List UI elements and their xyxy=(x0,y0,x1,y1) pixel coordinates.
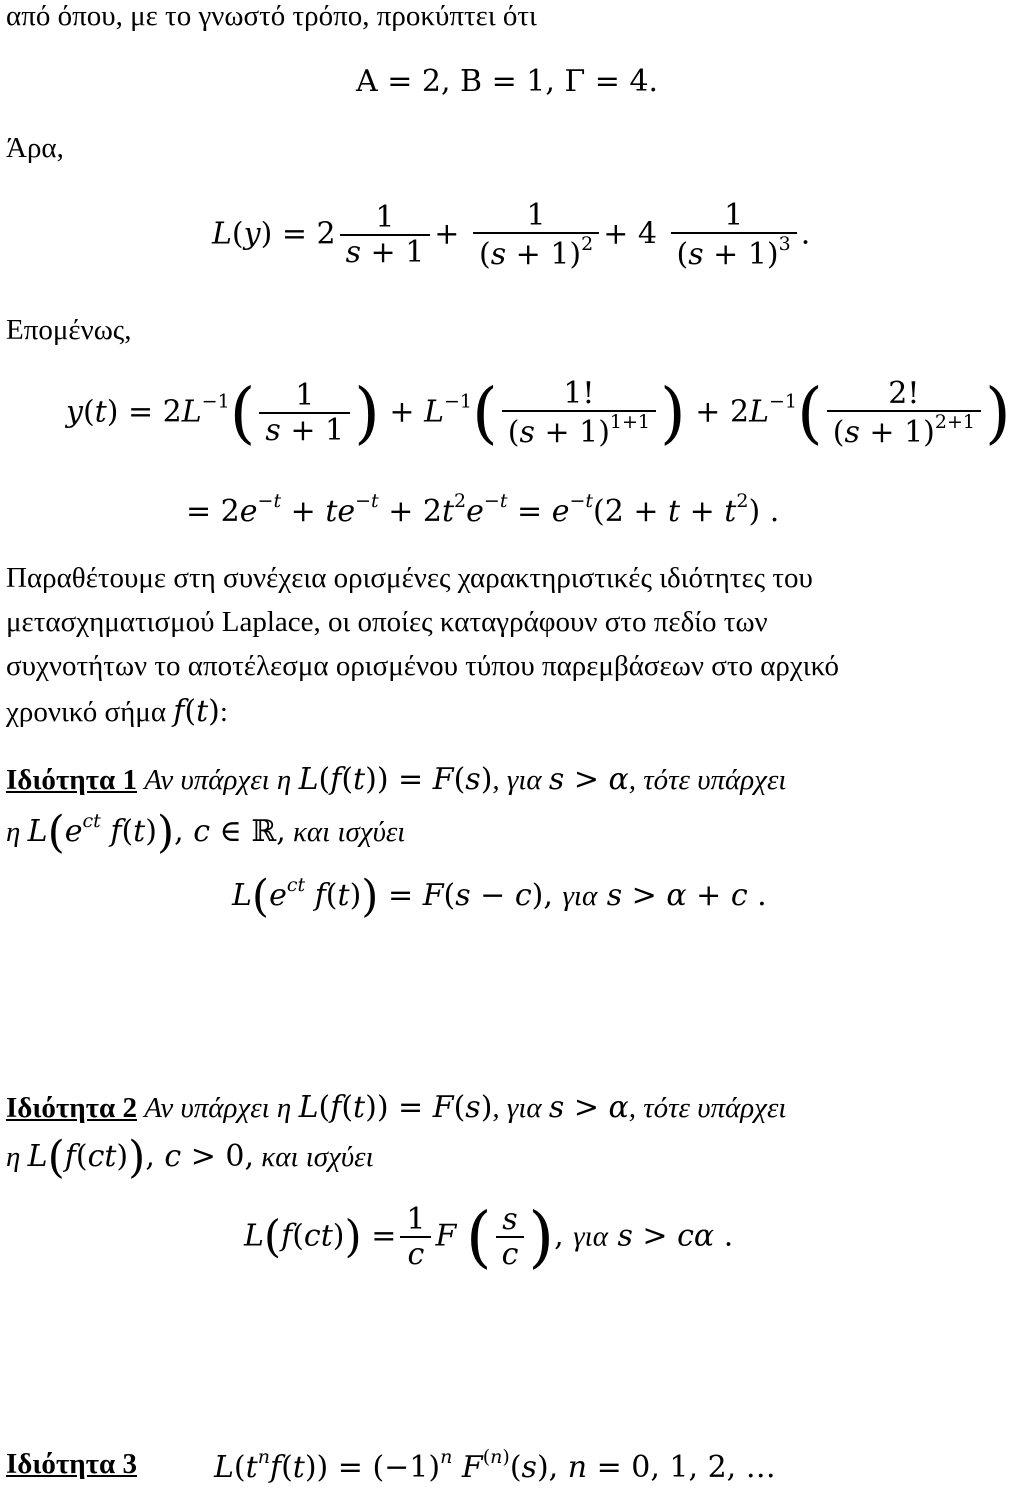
property-3-formula: $L(t^nf(t)) = (-1)^n$ $F^{(n)}(s)$, n = 0, 1, 2, … xyxy=(214,1446,776,1485)
property-1-formula: $L(e^{ct}$ f(t)) = F(s − c), για s > α + c . xyxy=(232,871,767,923)
property-2-text-gia: , για xyxy=(492,1092,542,1124)
property-1-line-2: η $L(e^{ct}$ f(t)), c ∈ ℝ, και ισχύει xyxy=(6,807,406,859)
property-1-label: Ιδιότητα 1 xyxy=(6,764,137,796)
intro-line: από όπου, με το γνωστό τρόπο, προκύπτει ότι xyxy=(6,0,537,32)
result-equation: = $2e^{-t} + te^{-t} + 2t^2e^{-t} = e^{-t}(2 + t + t^2)$ . xyxy=(186,490,780,529)
paragraph-line-3: συχνοτήτων το αποτέλεσμα ορισμένου τύπου παρεμβάσεων στο αρχικό xyxy=(6,650,840,682)
paragraph-line-4: χρονικό σήμα f(t): xyxy=(6,694,228,729)
property-2-text-an: Αν υπάρχει η xyxy=(144,1092,292,1124)
property-1-text-kai: και ισχύει xyxy=(293,816,406,848)
property-3-label: Ιδιότητα 3 xyxy=(6,1448,137,1480)
property-1-text-tote: , τότε υπάρχει xyxy=(628,764,787,796)
laplace-y-equation: L(y) = 2 $\frac{1}{s + 1}$ + $\frac{1}{(s + 1)^2}$ + 4 $\frac{1}{(s + 1)^3}$ . xyxy=(212,198,811,272)
paragraph-line-2: μετασχηματισμού Laplace, οι οποίες καταγράφουν στο πεδίο των xyxy=(6,606,768,638)
paragraph-line-4-text: χρονικό σήμα xyxy=(6,696,167,728)
property-2-line-1: Ιδιότητα 2 Αν υπάρχει η L(f(t)) = F(s), για s > α, τότε υπάρχει xyxy=(6,1090,787,1125)
property-2-label: Ιδιότητα 2 xyxy=(6,1092,137,1124)
paragraph-line-1: Παραθέτουμε στη συνέχεια ορισμένες χαρακτηριστικές ιδιότητες του xyxy=(6,562,813,594)
property-1-text-gia2: για xyxy=(562,880,598,912)
property-2-text-gia2: για xyxy=(573,1220,608,1253)
property-1-text-gia: , για xyxy=(492,764,542,796)
property-2-line-2: η L(f(ct)), c > 0, και ισχύει xyxy=(6,1132,374,1183)
property-2-text-tote: , τότε υπάρχει xyxy=(628,1092,787,1124)
property-1-text-eta: η xyxy=(6,816,21,848)
epomenos-label: Επομένως, xyxy=(6,314,132,346)
ara-label: Άρα, xyxy=(6,132,64,164)
property-2-formula: L(f(ct)) = $\frac{1}{c}$ F ( $\frac{s}{c}$ ), για s > cα . xyxy=(244,1198,734,1276)
property-2-text-kai: και ισχύει xyxy=(261,1140,374,1173)
coefficients-equation: A = 2, B = 1, Γ = 4. xyxy=(356,64,659,99)
property-2-text-eta: η xyxy=(6,1140,21,1173)
property-3-line xyxy=(6,1448,137,1481)
property-1-line-1: Ιδιότητα 1 Αν υπάρχει η L(f(t)) = F(s), για s > α, τότε υπάρχει xyxy=(6,762,787,797)
inverse-laplace-equation: $y(t) = 2L^{-1}$( $\frac{1}{s + 1}$ ) + $L^{-1}$( $\frac{1!}{(s + 1)^{1+1}}$ ) + $2L^{-1}$( $\frac{2!}{(s + 1)^{2+1}}$ ) xyxy=(66,374,1011,452)
property-1-text-an: Αν υπάρχει η xyxy=(144,764,292,796)
